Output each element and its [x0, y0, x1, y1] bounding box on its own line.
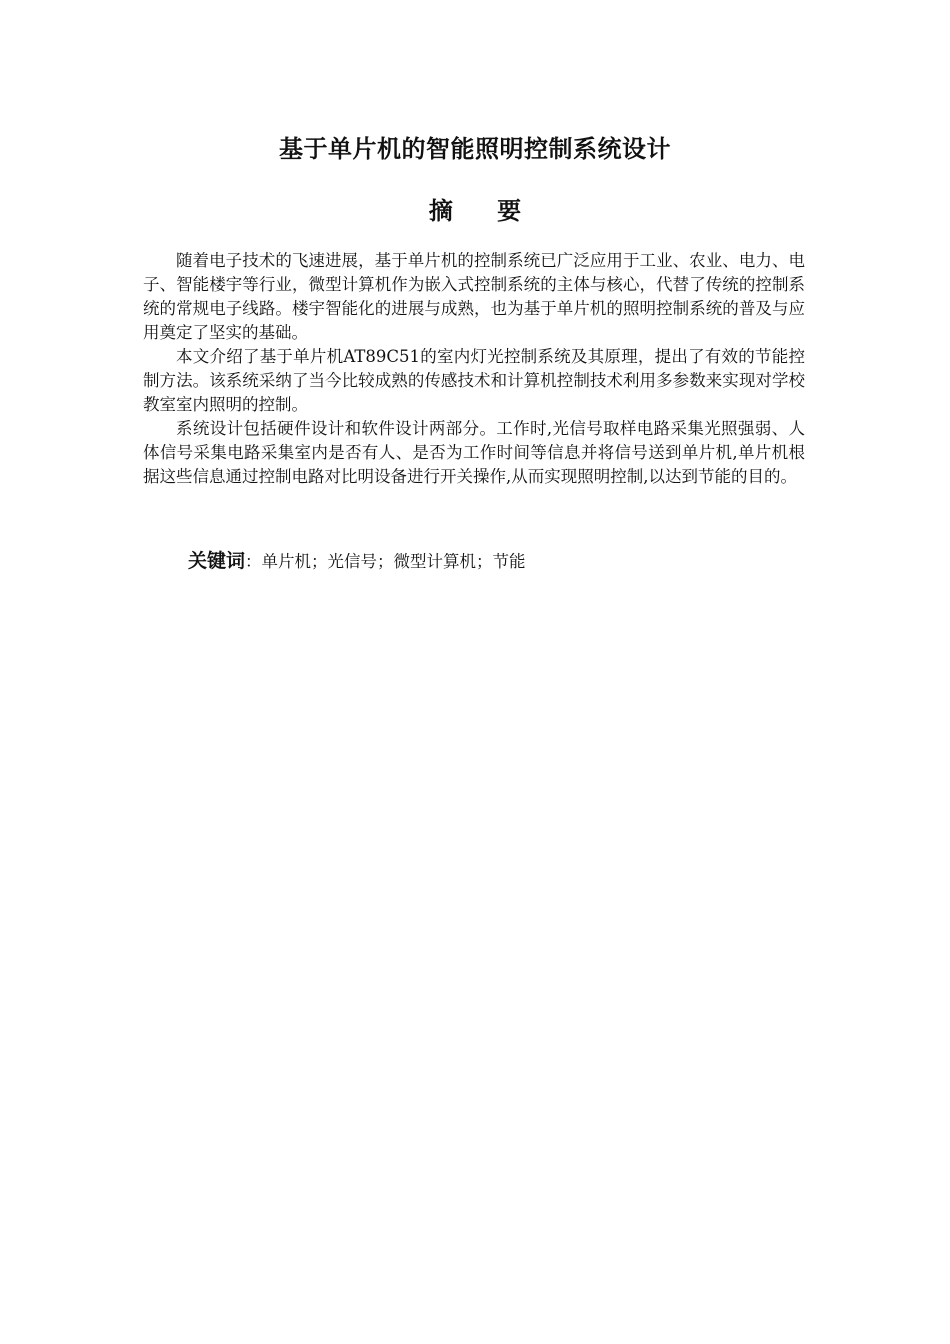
- abstract-heading: 摘 要: [428, 196, 540, 225]
- keywords-line: [188, 547, 808, 576]
- keywords-label: 关键词: [188, 550, 246, 572]
- keywords-separator: ：: [245, 552, 262, 571]
- document-title: 基于单片机的智能照明控制系统设计: [279, 134, 671, 163]
- keywords-text: 单片机；光信号；微型计算机；节能: [261, 552, 526, 571]
- abstract-body: [143, 249, 805, 489]
- abstract-paragraph-3: 系统设计包括硬件设计和软件设计两部分。工作时,光信号取样电路采集光照强弱、人体信号采集电路采集室内是否有人、是否为工作时间等信息并将信号送到单片机,单片机根据这些信息通过控制电路对比明设备进行开关操作,从而实现照明控制,以达到节能的目的。: [143, 419, 805, 486]
- abstract-paragraph-2: 本文介绍了基于单片机AT89C51的室内灯光控制系统及其原理，提出了有效的节能控制方法。该系统采纳了当今比较成熟的传感技术和计算机控制技术利用多参数来实现对学校教室室内照明的控制。: [143, 347, 805, 414]
- abstract-paragraph-1: 随着电子技术的飞速进展，基于单片机的控制系统已广泛应用于工业、农业、电力、电子、智能楼宇等行业，微型计算机作为嵌入式控制系统的主体与核心，代替了传统的控制系统的常规电子线路。楼宇智能化的进展与成熟，也为基于单片机的照明控制系统的普及与应用奠定了坚实的基础。: [143, 251, 805, 342]
